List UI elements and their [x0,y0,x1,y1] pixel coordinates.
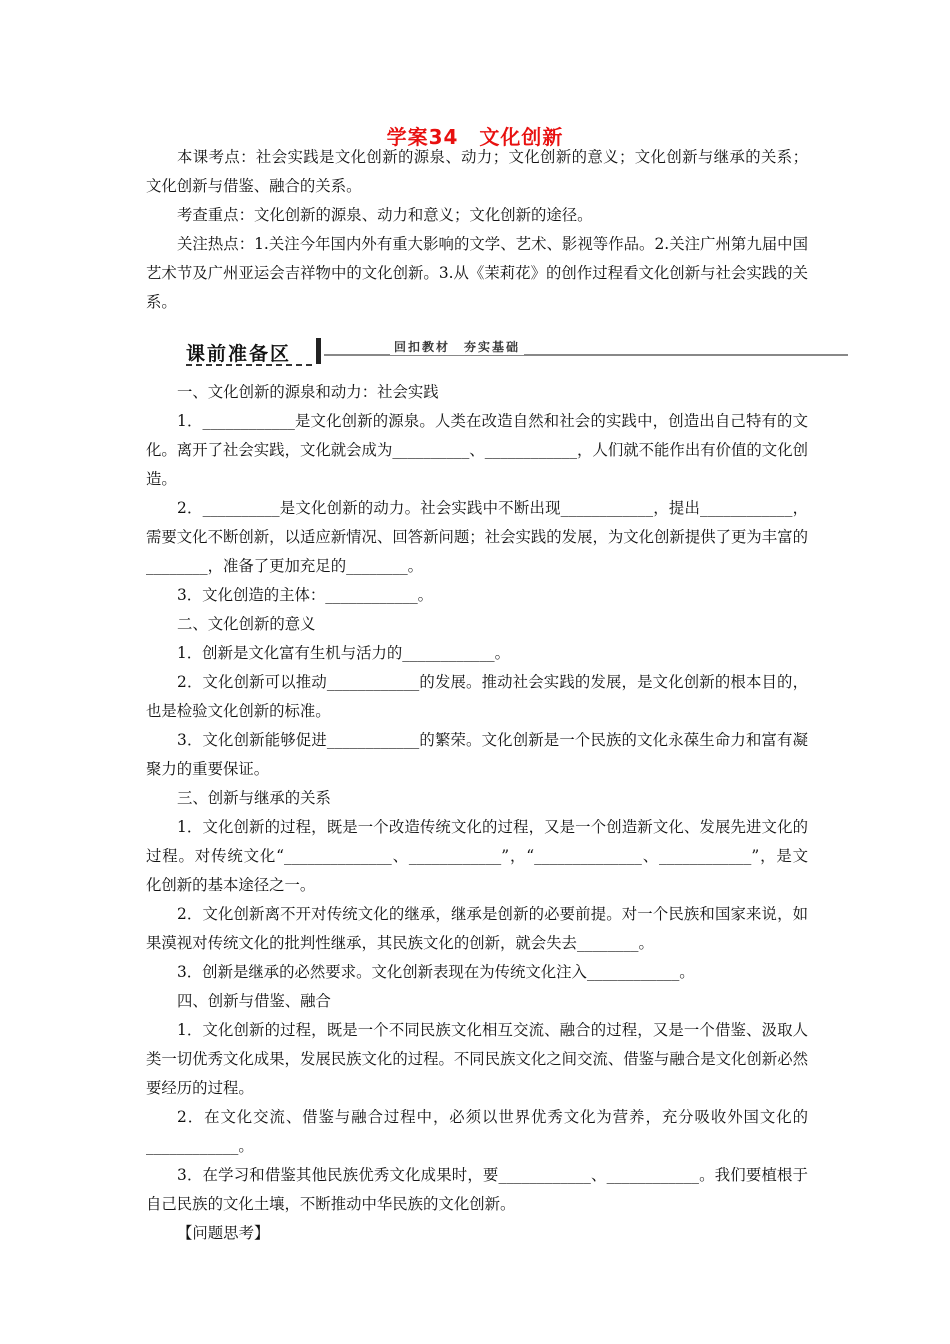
page-title: 学案34 文化创新 [386,125,564,149]
exam-points-section [146,143,808,317]
banner-label: 课前准备区 [186,343,292,365]
paragraph-item: 3．文化创新能够促进____________的繁荣。文化创新是一个民族的文化永葆生命力和富有凝聚力的重要保证。 [146,731,808,778]
paragraph-item: 1．创新是文化富有生机与活力的____________。 [177,644,510,662]
paragraph-exam-points: 本课考点：社会实践是文化创新的源泉、动力；文化创新的意义；文化创新与继承的关系；文化创新与借鉴、融合的关系。 [146,148,808,195]
banner-dashed-underline [186,364,312,366]
heading-innovation-and-borrowing: 四、创新与借鉴、融合 [177,992,331,1010]
paragraph-item: 1．文化创新的过程，既是一个改造传统文化的过程，又是一个创造新文化、发展先进文化的过程。对传统文化“______________、____________”，“______________、____________”，是文化创新的基本途径之一。 [146,818,808,894]
paragraph-hot-topics: 关注热点：1.关注今年国内外有重大影响的文学、艺术、影视等作品。2.关注广州第九届中国艺术节及广州亚运会吉祥物中的文化创新。3.从《茉莉花》的创作过程看文化创新与社会实践的关系。 [146,235,808,311]
paragraph-item: 2．在文化交流、借鉴与融合过程中，必须以世界优秀文化为营养，充分吸收外国文化的____________。 [146,1108,808,1155]
banner-subtitle: 回扣教材 夯实基础 [390,338,524,355]
preparation-section [146,378,808,1248]
section-banner [180,336,848,366]
banner-divider-bar [316,338,321,364]
paragraph-item: 2．文化创新可以推动____________的发展。推动社会实践的发展，是文化创新的根本目的，也是检验文化创新的标准。 [146,673,808,720]
heading-source-and-motive: 一、文化创新的源泉和动力：社会实践 [177,383,439,401]
paragraph-item: 3．文化创造的主体：____________。 [177,586,434,604]
paragraph-item: 1．文化创新的过程，既是一个不同民族文化相互交流、融合的过程，又是一个借鉴、汲取人类一切优秀文化成果，发展民族文化的过程。不同民族文化之间交流、借鉴与融合是文化创新必然要经历的过程。 [146,1021,808,1097]
paragraph-item: 3．创新是继承的必然要求。文化创新表现在为传统文化注入____________。 [177,963,695,981]
paragraph-item: 3．在学习和借鉴其他民族优秀文化成果时，要____________、____________。我们要植根于自己民族的文化土壤，不断推动中华民族的文化创新。 [146,1166,808,1213]
paragraph-item: 1．____________是文化创新的源泉。人类在改造自然和社会的实践中，创造出自己特有的文化。离开了社会实践，文化就会成为__________、____________，人们就不能作出有价值的文化创造。 [146,412,808,488]
paragraph-item: 2．文化创新离不开对传统文化的继承，继承是创新的必要前提。对一个民族和国家来说，如果漠视对传统文化的批判性继承，其民族文化的创新，就会失去________。 [146,905,808,952]
paragraph-item: 2．__________是文化创新的动力。社会实践中不断出现____________，提出____________，需要文化不断创新，以适应新情况、回答新问题；社会实践的发展，为文化创新提供了更为丰富的________，准备了更加充足的________。 [146,499,808,575]
heading-significance: 二、文化创新的意义 [177,615,316,633]
heading-innovation-and-inheritance: 三、创新与继承的关系 [177,789,331,807]
heading-question-thinking: 【问题思考】 [177,1224,270,1242]
paragraph-key-focus: 考查重点：文化创新的源泉、动力和意义；文化创新的途径。 [177,206,593,224]
